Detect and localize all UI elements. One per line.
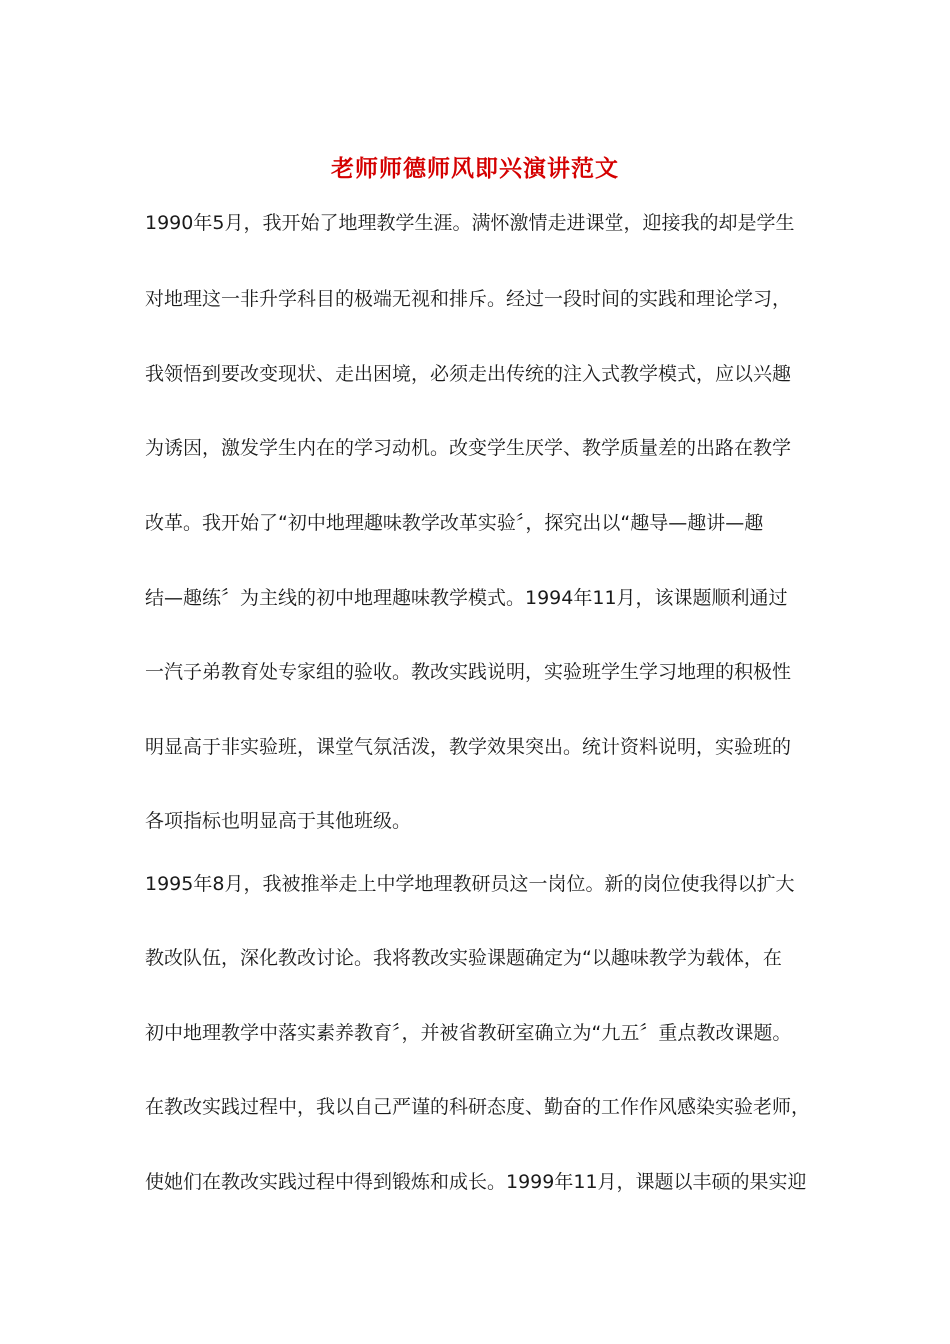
text-line: 1995年8月，我被推举走上中学地理教研员这一岗位。新的岗位使我得以扩大 — [145, 873, 795, 895]
text-line: 结—趣练〞为主线的初中地理趣味教学模式。1994年11月，该课题顺利通过 — [145, 587, 788, 609]
text-line: 教改队伍，深化教改讨论。我将教改实验课题确定为“以趣味教学为载体，在 — [145, 947, 782, 969]
text-line: 改革。我开始了“初中地理趣味教学改革实验〞，探究出以“趣导—趣讲—趣 — [145, 512, 764, 534]
text-line: 对地理这一非升学科目的极端无视和排斥。经过一段时间的实践和理论学习， — [145, 288, 792, 310]
text-line: 在教改实践过程中，我以自己严谨的科研态度、勤奋的工作作风感染实验老师， — [145, 1096, 811, 1118]
text-line: 我领悟到要改变现状、走出困境，必须走出传统的注入式教学模式，应以兴趣 — [145, 363, 792, 385]
document-title: 老师师德师风即兴演讲范文 — [331, 155, 619, 182]
text-line: 明显高于非实验班，课堂气氛活泼，教学效果突出。统计资料说明，实验班的 — [145, 736, 792, 758]
text-line: 使她们在教改实践过程中得到锻炼和成长。1999年11月，课题以丰硕的果实迎 — [145, 1171, 807, 1193]
text-line: 1990年5月，我开始了地理教学生涯。满怀激情走进课堂，迎接我的却是学生 — [145, 212, 795, 234]
text-line: 各项指标也明显高于其他班级。 — [145, 810, 412, 832]
text-line: 为诱因，激发学生内在的学习动机。改变学生厌学、教学质量差的出路在教学 — [145, 437, 792, 459]
text-line: 一汽子弟教育处专家组的验收。教改实践说明，实验班学生学习地理的积极性 — [145, 661, 792, 683]
text-line: 初中地理教学中落实素养教育〞，并被省教研室确立为“九五〞重点教改课题。 — [145, 1022, 792, 1044]
